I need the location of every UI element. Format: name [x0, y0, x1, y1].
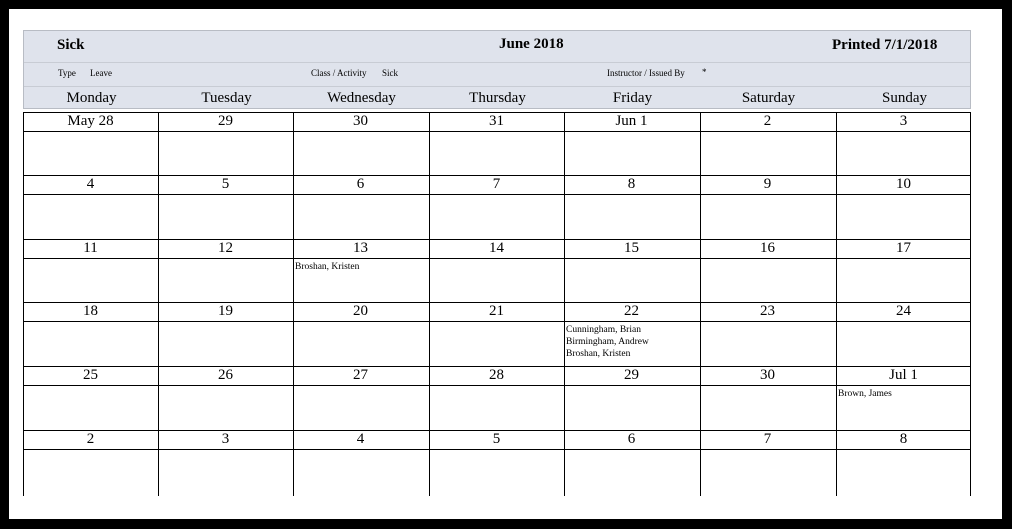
day-number[interactable]: 22 — [624, 303, 639, 319]
day-number[interactable]: Jun 1 — [615, 113, 648, 129]
day-number[interactable]: 3 — [899, 113, 908, 129]
day-number[interactable]: 6 — [627, 431, 636, 447]
weekday-friday: Friday — [612, 90, 653, 106]
weekday-wednesday: Wednesday — [327, 90, 396, 106]
weekday-tuesday: Tuesday — [201, 90, 252, 106]
weekday-saturday: Saturday — [741, 90, 796, 106]
day-number[interactable]: 11 — [83, 240, 98, 256]
day-number[interactable]: 9 — [763, 176, 772, 192]
header-divider-2 — [24, 86, 970, 87]
day-number[interactable]: 4 — [356, 431, 365, 447]
grid-hline — [23, 258, 971, 259]
day-number[interactable]: May 28 — [67, 113, 114, 129]
day-number[interactable]: Jul 1 — [889, 367, 918, 383]
day-number[interactable]: 15 — [624, 240, 639, 256]
day-number[interactable]: 2 — [763, 113, 772, 129]
day-number[interactable]: 17 — [896, 240, 911, 256]
header-divider — [24, 62, 970, 63]
day-number[interactable]: 7 — [763, 431, 772, 447]
day-number[interactable]: 29 — [624, 367, 639, 383]
day-number[interactable]: 25 — [83, 367, 98, 383]
printed-date: Printed 7/1/2018 — [832, 37, 938, 53]
day-number[interactable]: 16 — [760, 240, 775, 256]
instructor-value: * — [702, 67, 707, 77]
day-number[interactable]: 12 — [218, 240, 233, 256]
grid-hline — [23, 194, 971, 195]
day-number[interactable]: 5 — [492, 431, 501, 447]
instructor-label: Instructor / Issued By — [607, 68, 685, 78]
day-number[interactable]: 8 — [627, 176, 636, 192]
day-number[interactable]: 2 — [86, 431, 95, 447]
day-number[interactable]: 13 — [353, 240, 368, 256]
weekday-monday: Monday — [66, 90, 117, 106]
grid-hline — [23, 131, 971, 132]
print-page — [9, 9, 1002, 519]
calendar-entry[interactable]: Broshan, Kristen — [566, 349, 631, 359]
day-number[interactable]: 27 — [353, 367, 368, 383]
day-number[interactable]: 31 — [489, 113, 504, 129]
calendar-entry[interactable]: Broshan, Kristen — [295, 262, 360, 272]
calendar-entry[interactable]: Brown, James — [838, 389, 892, 399]
day-number[interactable]: 18 — [83, 303, 98, 319]
day-number[interactable]: 30 — [353, 113, 368, 129]
day-number[interactable]: 6 — [356, 176, 365, 192]
day-number[interactable]: 19 — [218, 303, 233, 319]
day-number[interactable]: 3 — [221, 431, 230, 447]
class-label: Class / Activity — [311, 68, 367, 78]
day-number[interactable]: 24 — [896, 303, 911, 319]
class-value: Sick — [382, 68, 399, 78]
day-number[interactable]: 30 — [760, 367, 775, 383]
calendar-entry[interactable]: Cunningham, Brian — [566, 325, 641, 335]
calendar-entry[interactable]: Birmingham, Andrew — [566, 337, 649, 347]
report-title: Sick — [57, 37, 85, 53]
type-label: Type — [58, 68, 76, 78]
grid-hline — [23, 385, 971, 386]
weekday-sunday: Sunday — [882, 90, 927, 106]
weekday-thursday: Thursday — [469, 90, 526, 106]
day-number[interactable]: 26 — [218, 367, 233, 383]
day-number[interactable]: 21 — [489, 303, 504, 319]
type-value: Leave — [90, 68, 112, 78]
grid-hline — [23, 449, 971, 450]
day-number[interactable]: 28 — [489, 367, 504, 383]
day-number[interactable]: 10 — [896, 176, 911, 192]
day-number[interactable]: 14 — [489, 240, 504, 256]
calendar-grid — [23, 112, 971, 496]
day-number[interactable]: 5 — [221, 176, 230, 192]
day-number[interactable]: 23 — [760, 303, 775, 319]
day-number[interactable]: 20 — [353, 303, 368, 319]
day-number[interactable]: 29 — [218, 113, 233, 129]
day-number[interactable]: 8 — [899, 431, 908, 447]
grid-hline — [23, 321, 971, 322]
day-number[interactable]: 4 — [86, 176, 95, 192]
calendar-header — [23, 30, 971, 109]
day-number[interactable]: 7 — [492, 176, 501, 192]
month-title: June 2018 — [499, 36, 564, 52]
